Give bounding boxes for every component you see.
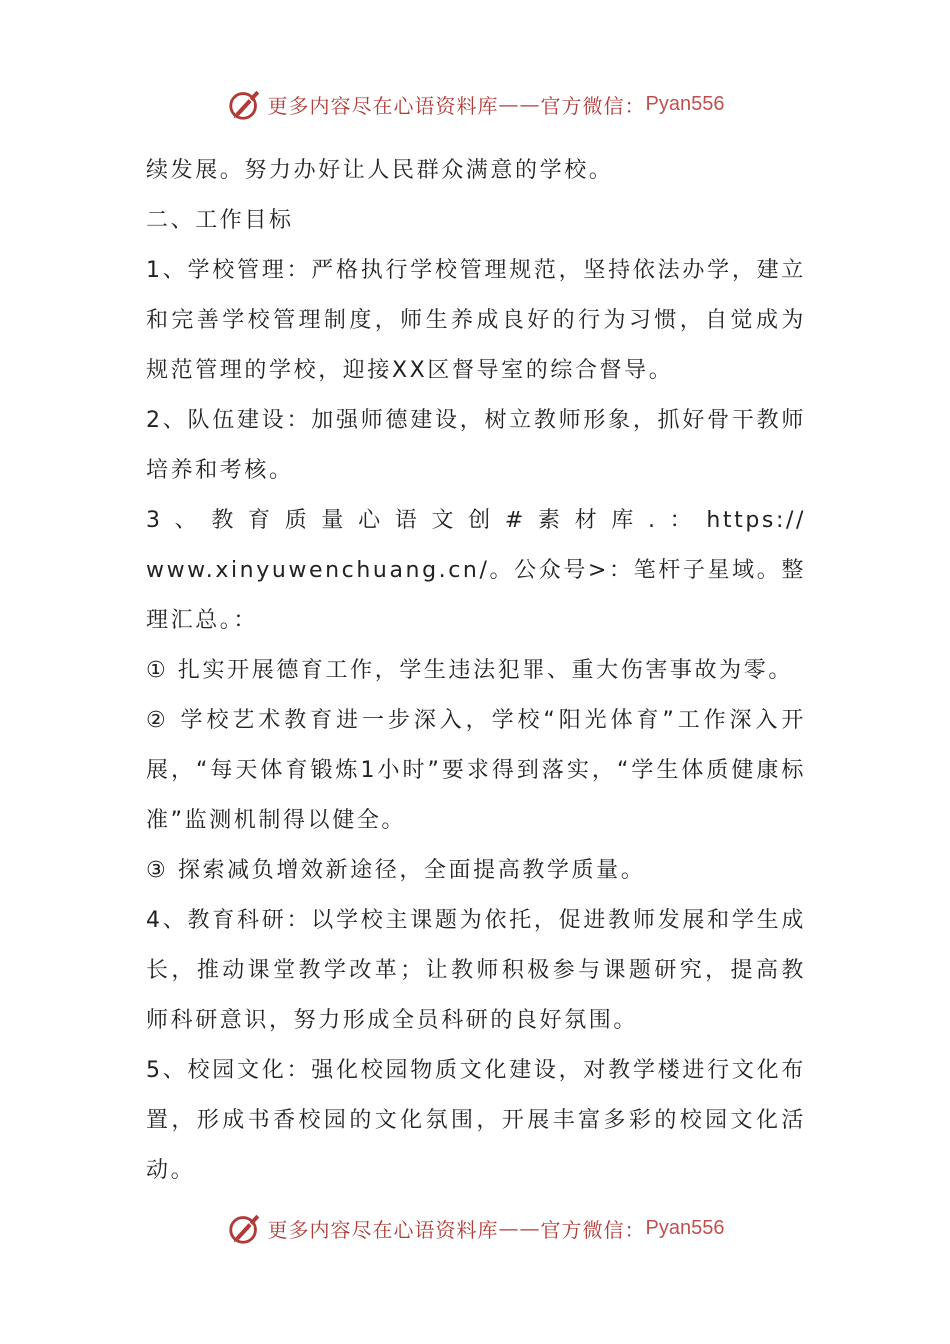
watermark-banner-bottom (0, 1206, 950, 1250)
quill-logo-icon (226, 1209, 264, 1247)
watermark-label: 官方微信： (540, 1217, 646, 1242)
paragraph: 3、教育质量心语文创#素材库.：https:// (146, 508, 806, 533)
list-item: ② 学校艺术教育进一步深入，学校“阳光体育”工作深入开展，“每天体育锻炼1小时”要求得到落实，“学生体质健康标准”监测机制得以健全。 (146, 708, 806, 833)
paragraph: 2、队伍建设：加强师德建设，树立教师形象，抓好骨干教师培养和考核。 (146, 408, 806, 483)
watermark-handle: Pyan556 (645, 92, 725, 115)
watermark-text: 更多内容尽在心语资料库 (267, 93, 499, 118)
paragraph: 5、校园文化：强化校园物质文化建设，对教学楼进行文化布置，形成书香校园的文化氛围，开展丰富多彩的校园文化活动。 (146, 1058, 806, 1183)
watermark-banner-top (0, 82, 950, 126)
list-item: ③ 探索减负增效新途径，全面提高教学质量。 (146, 858, 646, 883)
paragraph: 4、教育科研：以学校主课题为依托，促进教师发展和学生成长，推动课堂教学改革；让教师积极参与课题研究，提高教师科研意识，努力形成全员科研的良好氛围。 (146, 908, 806, 1033)
document-body (146, 146, 806, 1196)
watermark-handle: Pyan556 (645, 1216, 725, 1239)
watermark-label: 官方微信： (540, 93, 646, 118)
paragraph: www.xinyuwenchuang.cn/。公众号>：笔杆子星域。整理汇总。： (146, 558, 806, 633)
watermark-text: 更多内容尽在心语资料库 (267, 1217, 499, 1242)
watermark-separator: —— (498, 92, 541, 116)
quill-logo-icon (226, 85, 264, 123)
paragraph: 续发展。努力办好让人民群众满意的学校。 (146, 158, 614, 183)
paragraph: 1、学校管理：严格执行学校管理规范，坚持依法办学，建立和完善学校管理制度，师生养成良好的行为习惯，自觉成为规范管理的学校，迎接XX区督导室的综合督导。 (146, 258, 806, 383)
watermark-separator: —— (498, 1216, 541, 1240)
section-heading: 二、工作目标 (146, 208, 294, 233)
list-item: ① 扎实开展德育工作，学生违法犯罪、重大伤害事故为零。 (146, 658, 793, 683)
